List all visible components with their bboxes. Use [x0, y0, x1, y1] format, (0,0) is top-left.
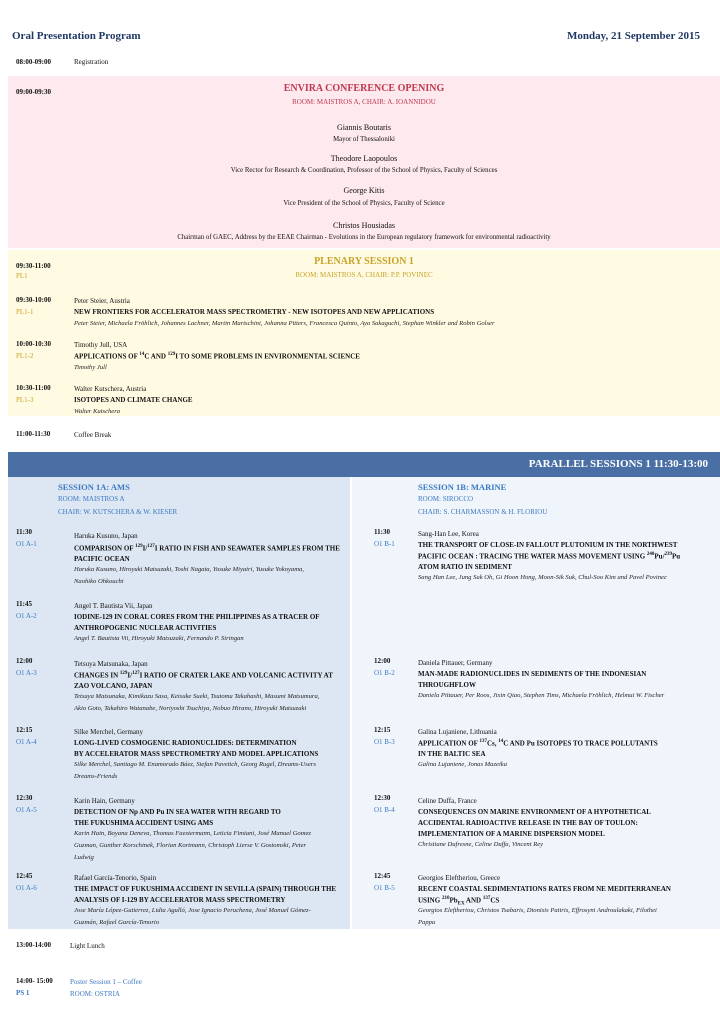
talk-authors: Tetsuya Matsunaka, Kimikazu Sasa, Keisuke Sueki, Tsutomu Takahashi, Masumi Matsumura,	[74, 693, 320, 700]
registration-label: Registration	[74, 58, 109, 66]
plenary-time: 09:30-11:00	[16, 262, 51, 270]
speaker-role: Vice President of the School of Physics, Faculty of Science	[283, 200, 445, 207]
speaker-name: Theodore Laopoulos	[330, 154, 398, 163]
talk-speaker: Georgios Eleftheriou, Greece	[418, 874, 501, 882]
talk-title-cont: PACIFIC OCEAN	[74, 555, 130, 563]
plenary-title: PLENARY SESSION 1	[314, 256, 414, 267]
talk-code: O1 A-2	[16, 612, 37, 620]
talk-code: PL1-1	[16, 308, 34, 316]
talk-authors: Peter Steier, Michaela Fröhlich, Johannes Lachner, Martin Martschini, Johanna Pitters, Francesca Quinto, Aya Sakaguchi, Stephan Winkler and Robin Golser	[74, 320, 495, 327]
talk-title-cont: ATOM RATIO IN SEDIMENT	[418, 563, 512, 571]
plenary-code: PL1	[16, 272, 28, 280]
talk-speaker: Celine Duffa, France	[418, 797, 477, 805]
poster-label: Poster Session 1 – Coffee	[70, 978, 142, 986]
talk-code: O1 A-4	[16, 738, 37, 746]
speaker-role: Chairman of GAEC, Address by the EEAE Chairman - Evolutions in the European regulatory framework for environmental radioactivity	[177, 234, 551, 241]
talk-time: 12:30	[374, 794, 391, 802]
coffee-label: Coffee Break	[74, 431, 112, 439]
talk-authors-cont: Dreams-Friends	[74, 773, 118, 780]
talk-speaker: Haruka Kusuno, Japan	[74, 532, 138, 540]
speaker-name: Christos Housiadas	[333, 221, 395, 230]
talk-authors: Daniela Pittauer, Per Roos, Jixin Qiao, Stephen Tims, Michaela Fröhlich, Helmut W. Fischer	[418, 692, 665, 699]
talk-speaker: Walter Kutschera, Austria	[74, 385, 147, 393]
session-b-chair: CHAIR: S. CHARMASSON & H. FLORIOU	[418, 508, 548, 516]
talk-time: 11:30	[374, 528, 390, 536]
talk-authors: Haruka Kusuno, Hiroyuki Matsuzaki, Toshi Nagata, Yosuke Miyairi, Yusuke Yokoyama,	[74, 566, 304, 573]
speaker-role: Vice Rector for Research & Coordination, Professor of the School of Physics, Faculty of Sciences	[230, 167, 498, 174]
talk-title: DETECTION OF Np AND Pu IN SEA WATER WITH REGARD TO	[74, 808, 281, 816]
talk-authors: Christiane Dufresne, Celine Duffa, Vincent Rey	[418, 841, 544, 848]
talk-speaker: Daniela Pittauer, Germany	[418, 659, 493, 667]
talk-title: THE TRANSPORT OF CLOSE-IN FALLOUT PLUTONIUM IN THE NORTHWEST	[418, 541, 678, 549]
page-header-date: Monday, 21 September 2015	[566, 30, 700, 42]
parallel-sessions-title: PARALLEL SESSIONS 1 11:30-13:00	[528, 458, 708, 470]
talk-title-cont: ANTHROPOGENIC NUCLEAR ACTIVITIES	[74, 624, 217, 632]
talk-title: APPLICATIONS OF $^{14}$C AND $^{129}$I TO SOME PROBLEMS IN ENVIRONMENTAL SCIENCE	[74, 352, 360, 361]
plenary-room: ROOM: MAISTROS A, CHAIR: P.P. POVINEC	[295, 271, 433, 279]
talk-title: IODINE-129 IN CORAL CORES FROM THE PHILIPPINES AS A TRACER OF	[74, 613, 320, 621]
talk-title-cont: ANALYSIS OF I-129 BY ACCELERATOR MASS SPECTROMETRY	[74, 896, 286, 904]
talk-title-cont: PACIFIC OCEAN : TRACING THE WATER MASS MOVEMENT USING $^{240}$Pu/$^{239}$Pu	[418, 552, 681, 561]
talk-speaker: Peter Steier, Austria	[74, 297, 130, 305]
talk-code: O1 A-3	[16, 669, 37, 677]
talk-authors: Silke Merchel, Santiago M. Enamorado Báez, Stefan Pavetich, Georg Rugel, Dreams-Users	[74, 761, 316, 768]
talk-title: CHANGES IN $^{129}$I/$^{127}$I RATIO OF CRATER LAKE AND VOLCANIC ACTIVITY AT	[74, 671, 333, 680]
talk-authors-cont: Akio Goto, Takahiro Watanabe, Noriyoshi Tsuchiya, Nobuo Hirano, Hiroyuki Matsuzaki	[74, 705, 307, 712]
coffee-time: 11:00-11:30	[16, 430, 51, 438]
talk-code: PL1-2	[16, 352, 34, 360]
opening-room: ROOM: MAISTROS A, CHAIR: A. IOANNIDOU	[292, 98, 436, 106]
talk-code: O1 B-4	[374, 806, 395, 814]
opening-time: 09:00-09:30	[16, 88, 51, 96]
talk-code: O1 B-1	[374, 540, 395, 548]
talk-authors-cont: Guzmán, Rafael García-Tenorio	[74, 919, 160, 926]
session-a-room: ROOM: MAISTROS A	[58, 495, 125, 503]
talk-title-cont: THROUGHFLOW	[418, 681, 476, 689]
poster-room: ROOM: OSTRIA	[70, 990, 120, 998]
speaker-role: Mayor of Thessaloniki	[333, 136, 395, 143]
poster-code: PS 1	[16, 989, 30, 997]
talk-speaker: Silke Merchel, Germany	[74, 728, 144, 736]
poster-time: 14:00- 15:00	[16, 977, 53, 985]
speaker-name: George Kitis	[343, 186, 385, 195]
talk-authors: Georgios Eleftheriou, Christos Tsabaris, Dionisis Patiris, Effrosyni Androulakaki, Filothei	[418, 907, 657, 914]
talk-code: PL1-3	[16, 396, 34, 404]
talk-title-cont: IN THE BALTIC SEA	[418, 750, 486, 758]
talk-authors: Karin Hain, Boyana Deneva, Thomas Faestermann, Leticia Fimiani, José Manuel Gomez	[74, 830, 311, 837]
session-a-chair: CHAIR: W. KUTSCHERA & W. KIESER	[58, 508, 178, 516]
talk-title: LONG-LIVED COSMOGENIC RADIONUCLIDES: DETERMINATION	[74, 739, 297, 747]
talk-code: O1 A-6	[16, 884, 37, 892]
talk-time: 12:00	[16, 657, 33, 665]
lunch-time: 13:00-14:00	[16, 941, 51, 949]
talk-authors: Galina Lujaniene, Jonas Mazeika	[418, 761, 508, 768]
talk-authors-cont: Ludwig	[74, 854, 94, 861]
talk-time: 12:45	[374, 872, 391, 880]
talk-title: NEW FRONTIERS FOR ACCELERATOR MASS SPECTROMETRY - NEW ISOTOPES AND NEW APPLICATIONS	[74, 308, 435, 316]
talk-authors-cont: Pappa	[418, 919, 436, 926]
page-header-left: Oral Presentation Program	[12, 30, 141, 42]
talk-speaker: Galina Lujaniene, Lithuania	[418, 728, 497, 736]
talk-authors: Walter Kutschera	[74, 408, 121, 415]
talk-title-cont: THE FUKUSHIMA ACCIDENT USING AMS	[74, 819, 214, 827]
talk-speaker: Timothy Jull, USA	[74, 341, 128, 349]
talk-authors: Jose María López-Gutierrez, Lidia Agulló, Jose Ignacio Peruchena, José Manuel Gómez-	[74, 907, 311, 914]
talk-code: O1 A-5	[16, 806, 37, 814]
talk-speaker: Rafael García-Tenorio, Spain	[74, 874, 157, 882]
talk-authors-cont: Guzman, Gunther Korschinek, Florian Kortmann, Christoph Lierse V. Gostomski, Peter	[74, 842, 307, 849]
talk-title: APPLICATION OF $^{137}$Cs, $^{14}$C AND Pu ISOTOPES TO TRACE POLLUTANTS	[418, 739, 658, 748]
talk-title-cont: USING $^{210}Pb_{EX}$ AND $^{137}$CS	[418, 896, 500, 907]
talk-time: 10:30-11:00	[16, 384, 51, 392]
talk-title: MAN-MADE RADIONUCLIDES IN SEDIMENTS OF THE INDONESIAN	[418, 670, 647, 678]
opening-title: ENVIRA CONFERENCE OPENING	[283, 83, 445, 94]
talk-time: 12:30	[16, 794, 33, 802]
speaker-name: Giannis Boutaris	[337, 123, 391, 132]
talk-title: RECENT COASTAL SEDIMENTATIONS RATES FROM NE MEDITERRANEAN	[418, 885, 671, 893]
talk-title: ISOTOPES AND CLIMATE CHANGE	[74, 396, 193, 404]
talk-speaker: Tetsuya Matsunaka, Japan	[74, 660, 148, 668]
talk-time: 11:45	[16, 600, 32, 608]
talk-speaker: Karin Hain, Germany	[74, 797, 135, 805]
session-a-title: SESSION 1A: AMS	[58, 482, 130, 492]
talk-title: CONSEQUENCES ON MARINE ENVIRONMENT OF A HYPOTHETICAL	[418, 808, 651, 816]
lunch-label: Light Lunch	[70, 942, 105, 950]
talk-time: 11:30	[16, 528, 32, 536]
talk-code: O1 A-1	[16, 540, 37, 548]
talk-speaker: Angel T. Bautista Vii, Japan	[74, 602, 153, 610]
session-b-title: SESSION 1B: MARINE	[418, 482, 507, 492]
talk-authors-cont: Naohiko Ohkouchi	[74, 578, 124, 585]
talk-title-cont: ZAO VOLCANO, JAPAN	[74, 682, 153, 690]
talk-time: 12:15	[374, 726, 391, 734]
registration-time: 08:00-09:00	[16, 58, 51, 66]
session-b-room: ROOM: SIROCCO	[418, 495, 474, 503]
talk-authors: Angel T. Bautista Vii, Hiroyuki Matsuzaki, Fernando P. Siringan	[74, 635, 244, 642]
talk-code: O1 B-5	[374, 884, 395, 892]
talk-time: 09:30-10:00	[16, 296, 51, 304]
talk-code: O1 B-2	[374, 669, 395, 677]
talk-time: 12:15	[16, 726, 33, 734]
talk-title-cont: ACCIDENTAL RADIOACTIVE RELEASE IN THE BAY OF TOULON:	[418, 819, 638, 827]
talk-authors: Sang Han Lee, Jung Suk Oh, Gi Hoon Hong, Moon-Sik Suk, Chul-Soo Kim and Pavel Povinec	[418, 574, 667, 581]
talk-time: 12:00	[374, 657, 391, 665]
talk-title-cont: IMPLEMENTATION OF A MARINE DISPERSION MODEL	[418, 830, 605, 838]
talk-time: 10:00-10:30	[16, 340, 51, 348]
talk-authors: Timothy Jull	[74, 364, 107, 371]
talk-title: THE IMPACT OF FUKUSHIMA ACCIDENT IN SEVILLA (SPAIN) THROUGH THE	[74, 885, 337, 893]
talk-title-cont: BY ACCELERATOR MASS SPECTROMETRY AND MODEL APPLICATIONS	[74, 750, 319, 758]
talk-title: COMPARISON OF $^{129}$I/$^{127}$I RATIO IN FISH AND SEAWATER SAMPLES FROM THE	[74, 544, 340, 553]
talk-code: O1 B-3	[374, 738, 395, 746]
talk-speaker: Sang-Han Lee, Korea	[418, 530, 479, 538]
talk-time: 12:45	[16, 872, 33, 880]
